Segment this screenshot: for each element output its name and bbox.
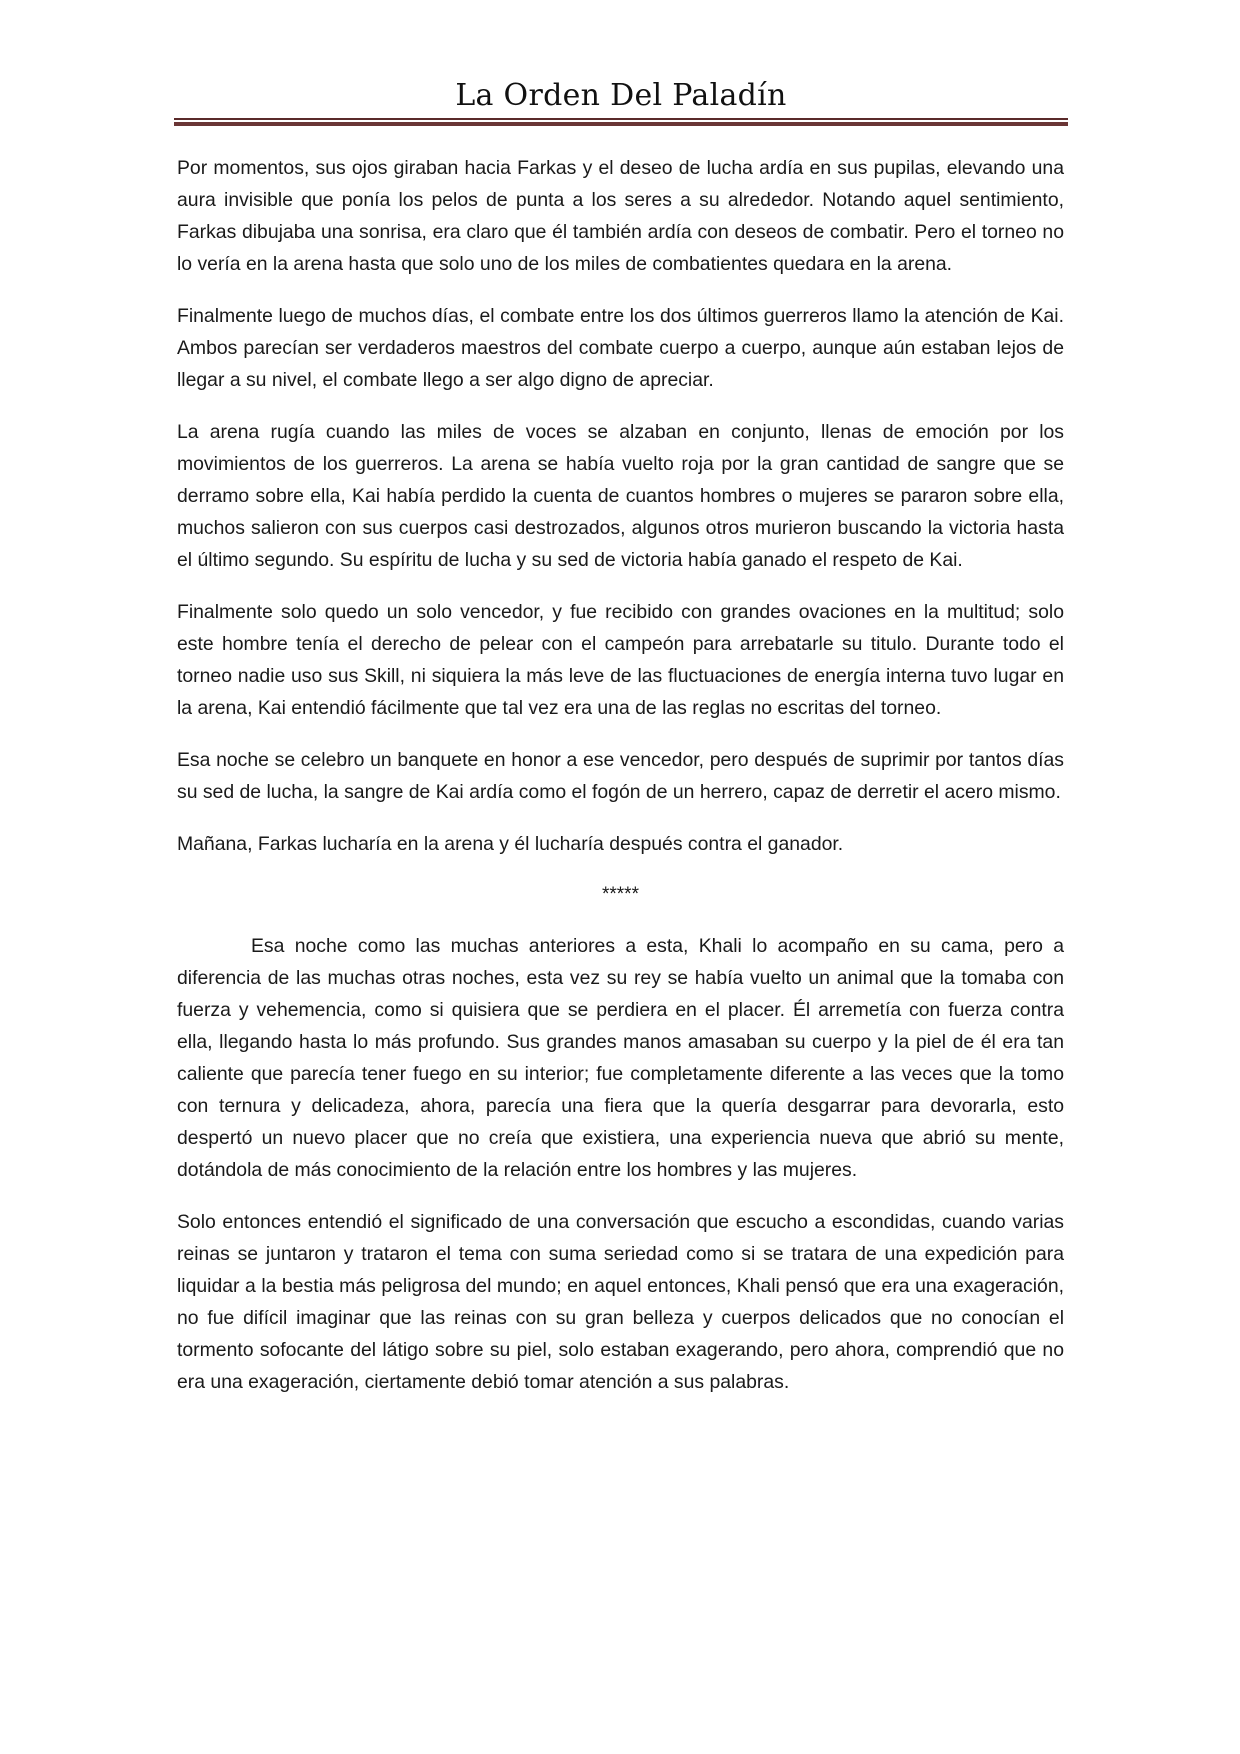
scene-separator: *****: [602, 884, 639, 905]
header-rule-thick: [174, 122, 1068, 126]
paragraph: Finalmente solo quedo un solo vencedor, y fue recibido con grandes ovaciones en la multitud; solo este hombre tenía el derecho de pelear con el campeón para arrebatarle su titulo. Durante todo el torneo nadie uso sus Skill, ni siquiera la más leve de las fluctuaciones de energía interna tuvo lugar en la arena, Kai entendió fácilmente que tal vez era una de las reglas no escritas del torneo.: [177, 601, 1064, 719]
paragraph: Por momentos, sus ojos giraban hacia Farkas y el deseo de lucha ardía en sus pupilas, elevando una aura invisible que ponía los pelos de punta a los seres a su alrededor. Notando aquel sentimiento, Farkas dibujaba una sonrisa, era claro que él también ardía con deseos de combatir. Pero el torneo no lo vería en la arena hasta que solo uno de los miles de combatientes quedara en la arena.: [177, 157, 1064, 275]
paragraph: Finalmente luego de muchos días, el combate entre los dos últimos guerreros llamo la atención de Kai. Ambos parecían ser verdaderos maestros del combate cuerpo a cuerpo, aunque aún estaban lejos de llegar a su nivel, el combate llego a ser algo digno de apreciar.: [177, 305, 1064, 391]
paragraph: Solo entonces entendió el significado de una conversación que escucho a escondidas, cuando varias reinas se juntaron y trataron el tema con suma seriedad como si se tratara de una expedición para liquidar a la bestia más peligrosa del mundo; en aquel entonces, Khali pensó que era una exageración, no fue difícil imaginar que las reinas con su gran belleza y cuerpos delicados que no conocían el tormento sofocante del látigo sobre su piel, solo estaban exagerando, pero ahora, comprendió que no era una exageración, ciertamente debió tomar atención a sus palabras.: [177, 1211, 1064, 1393]
paragraph: Mañana, Farkas lucharía en la arena y él lucharía después contra el ganador.: [177, 833, 844, 855]
paragraph: La arena rugía cuando las miles de voces se alzaban en conjunto, llenas de emoción por los movimientos de los guerreros. La arena se había vuelto roja por la gran cantidad de sangre que se derramo sobre ella, Kai había perdido la cuenta de cuantos hombres o mujeres se pararon sobre ella, muchos salieron con sus cuerpos casi destrozados, algunos otros murieron buscando la victoria hasta el último segundo. Su espíritu de lucha y su sed de victoria había ganado el respeto de Kai.: [177, 421, 1064, 571]
header-rule-thin: [174, 118, 1068, 120]
document-body: [177, 152, 1064, 1418]
paragraph: Esa noche como las muchas anteriores a esta, Khali lo acompaño en su cama, pero a diferencia de las muchas otras noches, esta vez su rey se había vuelto un animal que la tomaba con fuerza y vehemencia, como si quisiera que se perdiera en el placer. Él arremetía con fuerza contra ella, llegando hasta lo más profundo. Sus grandes manos amasaban su cuerpo y la piel de él era tan caliente que parecía tener fuego en su interior; fue completamente diferente a las veces que la tomo con ternura y delicadeza, ahora, parecía una fiera que la quería desgarrar para devorarla, esto despertó un nuevo placer que no creía que existiera, una experiencia nueva que abrió su mente, dotándola de más conocimiento de la relación entre los hombres y las mujeres.: [177, 935, 1064, 1181]
page-title: La Orden Del Paladín: [455, 78, 787, 113]
paragraph: Esa noche se celebro un banquete en honor a ese vencedor, pero después de suprimir por tantos días su sed de lucha, la sangre de Kai ardía como el fogón de un herrero, capaz de derretir el acero mismo.: [177, 749, 1064, 803]
header-rule: [174, 118, 1068, 125]
page-header: [174, 70, 1068, 122]
